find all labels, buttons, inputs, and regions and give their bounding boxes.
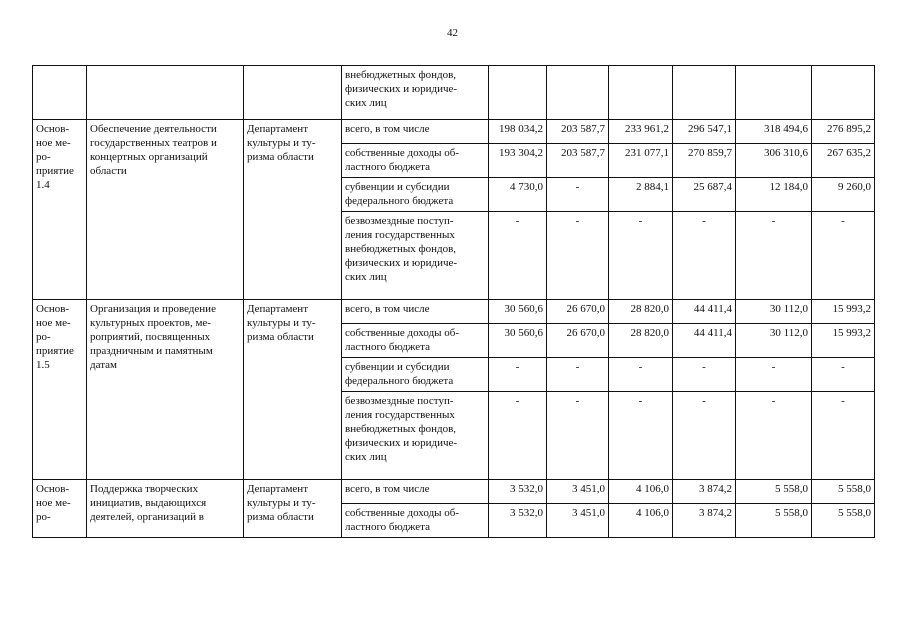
source-cell bbox=[342, 120, 489, 144]
source-cell bbox=[342, 212, 489, 300]
value-cell: - bbox=[812, 212, 875, 300]
name-label: Организация и проведение культурных проектов, ме- роприятий, посвященных праздничным и памятным датам bbox=[90, 303, 216, 371]
source-cell bbox=[342, 178, 489, 212]
table-row bbox=[33, 120, 875, 144]
value-cell: 203 587,7 bbox=[547, 120, 609, 144]
executor-cell bbox=[244, 66, 342, 120]
value-cell: 198 034,2 bbox=[489, 120, 547, 144]
page-number: 42 bbox=[447, 27, 458, 39]
table-row bbox=[33, 480, 875, 504]
executor-cell bbox=[244, 480, 342, 538]
name-cell bbox=[87, 300, 244, 480]
executor-cell bbox=[244, 120, 342, 300]
value-cell: 270 859,7 bbox=[673, 144, 736, 178]
name-cell bbox=[87, 480, 244, 538]
value-cell: 296 547,1 bbox=[673, 120, 736, 144]
value-cell: 9 260,0 bbox=[812, 178, 875, 212]
value-cell: 2 884,1 bbox=[609, 178, 673, 212]
value-cell bbox=[489, 66, 547, 120]
source-cell bbox=[342, 480, 489, 504]
source-label: всего, в том числе bbox=[345, 483, 430, 495]
kind-label: Основ- ное ме- ро- приятие 1.4 bbox=[36, 123, 74, 191]
value-cell: - bbox=[673, 392, 736, 480]
value-cell: 4 730,0 bbox=[489, 178, 547, 212]
value-cell: - bbox=[609, 358, 673, 392]
value-cell: 28 820,0 bbox=[609, 324, 673, 358]
value-cell: 3 451,0 bbox=[547, 504, 609, 538]
source-label: субвенции и субсидии федерального бюджета bbox=[345, 361, 454, 387]
value-cell: 203 587,7 bbox=[547, 144, 609, 178]
executor-cell bbox=[244, 300, 342, 480]
value-cell: 12 184,0 bbox=[736, 178, 812, 212]
value-cell: 26 670,0 bbox=[547, 324, 609, 358]
source-label: всего, в том числе bbox=[345, 123, 430, 135]
kind-label: Основ- ное ме- ро- приятие 1.5 bbox=[36, 303, 74, 371]
source-cell bbox=[342, 66, 489, 120]
value-cell: 233 961,2 bbox=[609, 120, 673, 144]
table-row bbox=[33, 300, 875, 324]
value-cell: - bbox=[489, 212, 547, 300]
source-cell bbox=[342, 324, 489, 358]
source-cell bbox=[342, 358, 489, 392]
value-cell: - bbox=[812, 358, 875, 392]
executor-label: Департамент культуры и ту- ризма области bbox=[247, 123, 316, 163]
source-label: внебюджетных фондов, физических и юридиче- ских лиц bbox=[345, 69, 458, 109]
table-row bbox=[33, 66, 875, 120]
executor-label: Департамент культуры и ту- ризма области bbox=[247, 483, 316, 523]
source-label: безвозмездные поступ- ления государственных внебюджетных фондов, физических и юридиче- ских лиц bbox=[345, 215, 458, 283]
name-cell bbox=[87, 66, 244, 120]
value-cell: - bbox=[673, 358, 736, 392]
source-label: собственные доходы об- ластного бюджета bbox=[345, 507, 460, 533]
budget-table bbox=[32, 65, 875, 538]
value-cell: 30 112,0 bbox=[736, 300, 812, 324]
value-cell: 15 993,2 bbox=[812, 300, 875, 324]
value-cell: 306 310,6 bbox=[736, 144, 812, 178]
value-cell: - bbox=[489, 358, 547, 392]
value-cell: 276 895,2 bbox=[812, 120, 875, 144]
source-cell bbox=[342, 300, 489, 324]
value-cell: 5 558,0 bbox=[736, 504, 812, 538]
value-cell: - bbox=[609, 212, 673, 300]
value-cell: 5 558,0 bbox=[812, 480, 875, 504]
value-cell: 4 106,0 bbox=[609, 504, 673, 538]
value-cell: 3 451,0 bbox=[547, 480, 609, 504]
value-cell: 15 993,2 bbox=[812, 324, 875, 358]
value-cell: - bbox=[547, 358, 609, 392]
value-cell bbox=[547, 66, 609, 120]
value-cell: 193 304,2 bbox=[489, 144, 547, 178]
value-cell: 28 820,0 bbox=[609, 300, 673, 324]
value-cell: 30 112,0 bbox=[736, 324, 812, 358]
name-label: Обеспечение деятельности государственных театров и концертных организаций области bbox=[90, 123, 217, 177]
value-cell: - bbox=[547, 212, 609, 300]
value-cell: - bbox=[736, 358, 812, 392]
value-cell: 3 532,0 bbox=[489, 480, 547, 504]
value-cell bbox=[812, 66, 875, 120]
value-cell bbox=[673, 66, 736, 120]
source-label: собственные доходы об- ластного бюджета bbox=[345, 147, 460, 173]
source-cell bbox=[342, 144, 489, 178]
value-cell: - bbox=[812, 392, 875, 480]
value-cell: 4 106,0 bbox=[609, 480, 673, 504]
value-cell bbox=[609, 66, 673, 120]
executor-label: Департамент культуры и ту- ризма области bbox=[247, 303, 316, 343]
value-cell: - bbox=[736, 212, 812, 300]
value-cell: 30 560,6 bbox=[489, 300, 547, 324]
source-label: субвенции и субсидии федерального бюджета bbox=[345, 181, 454, 207]
name-label: Поддержка творческих инициатив, выдающихся деятелей, организаций в bbox=[90, 483, 207, 523]
kind-cell bbox=[33, 480, 87, 538]
source-label: безвозмездные поступ- ления государственных внебюджетных фондов, физических и юридиче- ских лиц bbox=[345, 395, 458, 463]
value-cell: 30 560,6 bbox=[489, 324, 547, 358]
value-cell: 231 077,1 bbox=[609, 144, 673, 178]
kind-cell bbox=[33, 66, 87, 120]
name-cell bbox=[87, 120, 244, 300]
value-cell: 3 532,0 bbox=[489, 504, 547, 538]
source-cell bbox=[342, 392, 489, 480]
value-cell: 5 558,0 bbox=[736, 480, 812, 504]
value-cell: - bbox=[489, 392, 547, 480]
value-cell: 3 874,2 bbox=[673, 504, 736, 538]
kind-cell bbox=[33, 300, 87, 480]
value-cell: 25 687,4 bbox=[673, 178, 736, 212]
value-cell: 267 635,2 bbox=[812, 144, 875, 178]
kind-label: Основ- ное ме- ро- bbox=[36, 483, 71, 523]
kind-cell bbox=[33, 120, 87, 300]
value-cell: - bbox=[547, 392, 609, 480]
value-cell: - bbox=[547, 178, 609, 212]
source-cell bbox=[342, 504, 489, 538]
value-cell: 3 874,2 bbox=[673, 480, 736, 504]
value-cell: 44 411,4 bbox=[673, 300, 736, 324]
source-label: собственные доходы об- ластного бюджета bbox=[345, 327, 460, 353]
source-label: всего, в том числе bbox=[345, 303, 430, 315]
value-cell: 26 670,0 bbox=[547, 300, 609, 324]
value-cell: 44 411,4 bbox=[673, 324, 736, 358]
value-cell: - bbox=[609, 392, 673, 480]
value-cell: - bbox=[736, 392, 812, 480]
value-cell: 318 494,6 bbox=[736, 120, 812, 144]
value-cell bbox=[736, 66, 812, 120]
value-cell: 5 558,0 bbox=[812, 504, 875, 538]
value-cell: - bbox=[673, 212, 736, 300]
